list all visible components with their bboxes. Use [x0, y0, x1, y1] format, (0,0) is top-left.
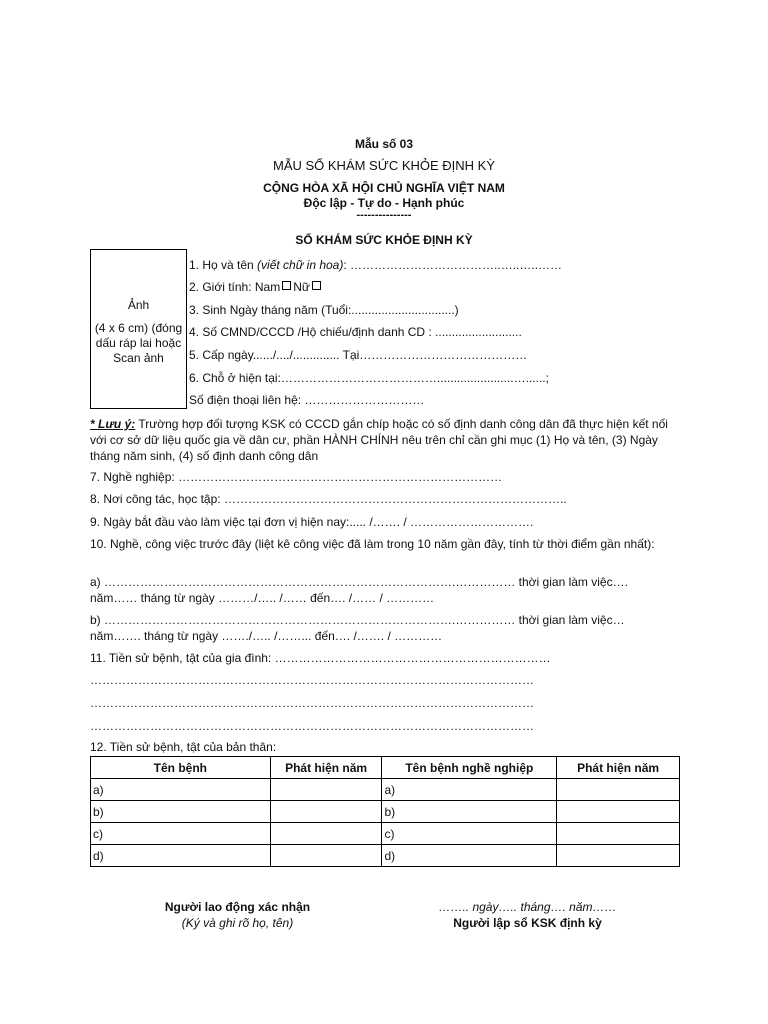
field-birth: 3. Sinh Ngày tháng năm (Tuổi:...............................) [189, 303, 459, 317]
creator-signature-block [400, 899, 655, 931]
table-cell[interactable] [557, 823, 680, 845]
table-row [91, 823, 680, 845]
form-title: MẪU SỔ KHÁM SỨC KHỎE ĐỊNH KỲ [272, 158, 496, 173]
header-detected-year-2: Phát hiện năm [557, 757, 680, 779]
table-header-row [91, 757, 680, 779]
table-cell[interactable] [557, 845, 680, 867]
header-disease: Tên bệnh [91, 757, 271, 779]
field-address: 6. Chỗ ở hiện tại:………………………………….......................…......; [189, 371, 549, 385]
field-gender: 2. Giới tính: Nam Nữ [189, 280, 323, 295]
worker-signature-block [120, 899, 355, 931]
table-cell[interactable] [270, 779, 382, 801]
field-phone: Số điện thoại liên hệ: ………………………… [189, 393, 425, 407]
table-cell[interactable] [270, 801, 382, 823]
table-cell[interactable]: b) [382, 801, 557, 823]
photo-note: (4 x 6 cm) (đóng dấu ráp lai hoặc Scan ảnh [94, 321, 183, 365]
worker-signature-hint: (Ký và ghi rõ họ, tên) [181, 916, 294, 930]
field-personal-history: 12. Tiền sử bệnh, tật của bản thân: [90, 740, 277, 754]
female-checkbox [312, 281, 321, 290]
field-occupation: 7. Nghề nghiệp: ……………………………………………………………………… [90, 470, 503, 484]
field-previous-jobs: 10. Nghề, công việc trước đây (liệt kê công việc đã làm trong 10 năm gần đây, tính từ thời điểm gần nhất): [90, 537, 655, 551]
motto: Độc lập - Tự do - Hạnh phúc [303, 196, 465, 210]
divider: --------------- [356, 209, 412, 221]
field-id: 4. Số CMND/CCCD /Hộ chiếu/định danh CD : .......................... [189, 325, 522, 339]
field-workplace: 8. Nơi công tác, học tập: ………………………………………………………………………….. [90, 492, 567, 506]
form-number: Mẫu số 03 [354, 137, 414, 151]
header-detected-year: Phát hiện năm [270, 757, 382, 779]
table-cell[interactable]: d) [91, 845, 271, 867]
field-full-name: 1. Họ và tên (viết chữ in hoa): ………………………………..…..…..…… [189, 258, 563, 272]
dots-line-3: ………………………………………………………………………………………………… [90, 719, 534, 733]
table-cell[interactable] [270, 845, 382, 867]
book-title: SỔ KHÁM SỨC KHỎE ĐỊNH KỲ [295, 233, 473, 247]
worker-signature-title: Người lao động xác nhận [164, 900, 311, 914]
field-issue-date: 5. Cấp ngày....../..../.............. Tại…………………………………… [189, 348, 528, 362]
field-start-date: 9. Ngày bắt đầu vào làm việc tại đơn vị hiện nay:..... /……. / …………………………. [90, 515, 534, 529]
country-name: CỘNG HÒA XÃ HỘI CHỦ NGHĨA VIỆT NAM [263, 181, 505, 195]
table-row [91, 779, 680, 801]
disease-table [90, 756, 680, 867]
note-paragraph: * Lưu ý: Trường hợp đối tượng KSK có CCCD gắn chíp hoặc có số định danh công dân đã thực hiện kết nối với cơ sở dữ liệu quốc gia về dân cư, phần HÀNH CHÍNH nêu trên chỉ cần ghi mục (1) Họ và tên, (3) Ngày tháng năm sinh, (4) số định danh công dân [90, 417, 668, 463]
table-cell[interactable] [557, 779, 680, 801]
dots-line-2: ………………………………………………………………………………………………… [90, 696, 534, 710]
table-row [91, 845, 680, 867]
table-cell[interactable]: a) [382, 779, 557, 801]
table-cell[interactable] [557, 801, 680, 823]
photo-box [90, 249, 187, 409]
field-previous-job-b: b) …………………………………………………………………………….…………… thời gian làm việc… năm……. tháng từ ngày ……./….. /……... đến…. /……. / ………… [90, 613, 625, 643]
field-previous-job-a: a) …………………………………………………………………………….…………… thời gian làm việc…. năm…… tháng từ ngày ………/….. /…… đến…. /…… / ………… [90, 575, 628, 605]
table-cell[interactable]: d) [382, 845, 557, 867]
table-row [91, 801, 680, 823]
dots-line-1: ………………………………………………………………………………………………… [90, 673, 534, 687]
table-cell[interactable]: c) [91, 823, 271, 845]
header-occupational-disease: Tên bệnh nghề nghiệp [382, 757, 557, 779]
table-cell[interactable]: c) [382, 823, 557, 845]
table-cell[interactable] [270, 823, 382, 845]
table-cell[interactable]: a) [91, 779, 271, 801]
photo-label: Ảnh [127, 298, 150, 312]
table-cell[interactable]: b) [91, 801, 271, 823]
signature-date: …….. ngày….. tháng…. năm…… [438, 900, 617, 914]
field-family-history: 11. Tiền sử bệnh, tật của gia đình: …………………………………………………………… [90, 651, 551, 665]
male-checkbox [282, 281, 291, 290]
creator-signature-title: Người lập sổ KSK định kỳ [453, 916, 602, 930]
